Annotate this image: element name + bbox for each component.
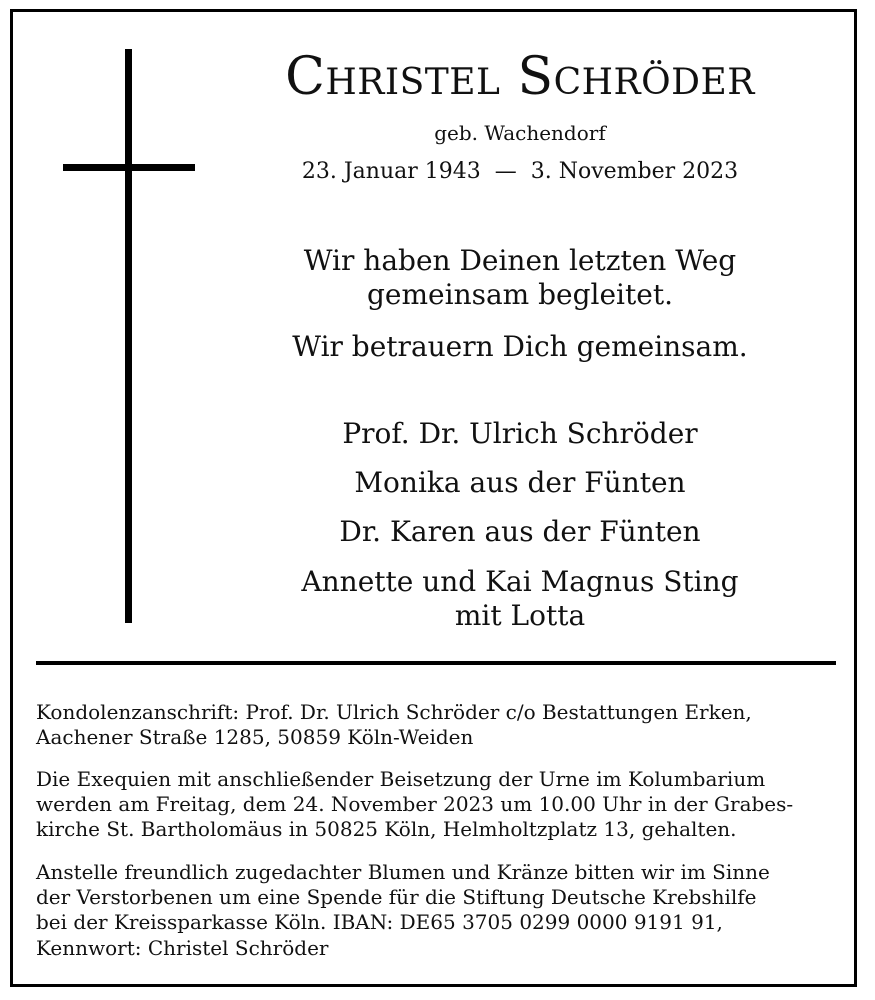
text-line: bei der Kreissparkasse Köln. IBAN: DE65 3705 0299 0000 9191 91, bbox=[36, 910, 723, 935]
verse-line: gemeinsam begleitet. bbox=[367, 277, 673, 311]
mourner-name: mit Lotta bbox=[454, 598, 586, 632]
mourner-group bbox=[230, 565, 810, 632]
cross-icon-bar bbox=[63, 164, 195, 171]
text-line: werden am Freitag, dem 24. November 2023 um 10.00 Uhr in der Grabes- bbox=[36, 792, 794, 817]
first-name: Christel bbox=[285, 47, 501, 107]
text-line: Kennwort: Christel Schröder bbox=[36, 935, 329, 960]
date-dash: — bbox=[494, 159, 517, 184]
text-line: Aachener Straße 1285, 50859 Köln-Weiden bbox=[36, 725, 474, 750]
divider bbox=[36, 661, 836, 665]
mourner-name: Dr. Karen aus der Fünten bbox=[339, 515, 701, 548]
verse-block bbox=[230, 244, 810, 311]
text-line: Kondolenzanschrift: Prof. Dr. Ulrich Schröder c/o Bestattungen Erken, bbox=[36, 700, 752, 724]
birth-date: 23. Januar 1943 bbox=[301, 159, 481, 184]
life-dates bbox=[230, 158, 810, 187]
death-date: 3. November 2023 bbox=[530, 159, 739, 184]
verse-line: Wir betrauern Dich gemeinsam. bbox=[292, 330, 748, 363]
mourner-name: Monika aus der Fünten bbox=[354, 466, 686, 499]
condolence-address bbox=[36, 700, 846, 750]
mourner-name: Prof. Dr. Ulrich Schröder bbox=[342, 417, 698, 450]
text-line: Die Exequien mit anschließender Beisetzung der Urne im Kolumbarium bbox=[36, 767, 766, 791]
text-line: kirche St. Bartholomäus in 50825 Köln, Helmholtzplatz 13, gehalten. bbox=[36, 817, 737, 842]
mourner-name: Annette und Kai Magnus Sting bbox=[301, 565, 739, 598]
text-line: der Verstorbenen um eine Spende für die Stiftung Deutsche Krebshilfe bbox=[36, 885, 757, 910]
donation-info bbox=[36, 860, 846, 961]
service-info bbox=[36, 767, 846, 843]
last-name: Schröder bbox=[517, 47, 755, 107]
cross-icon bbox=[125, 49, 132, 623]
deceased-name bbox=[230, 46, 810, 108]
text-line: Anstelle freundlich zugedachter Blumen und Kränze bitten wir im Sinne bbox=[36, 860, 770, 884]
maiden-name: geb. Wachendorf bbox=[434, 121, 606, 145]
verse-line: Wir haben Deinen letzten Weg bbox=[303, 244, 737, 277]
